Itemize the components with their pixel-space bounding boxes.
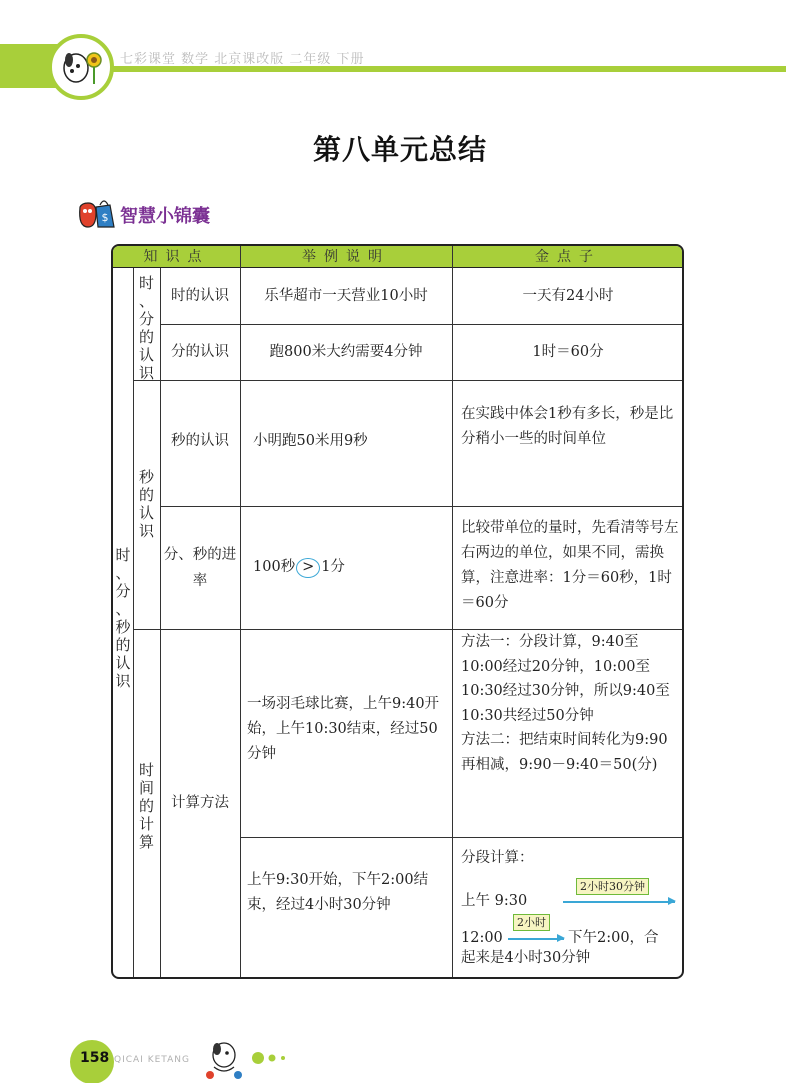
group-hm-label: 时 、 分 的 认 识 — [138, 274, 154, 382]
second-example: 小明跑50米用9秒 — [253, 433, 368, 449]
calc-tip-2-mid: 12:00 — [461, 930, 503, 946]
calc-example-1: 一场羽毛球比赛，上午9:40开始，上午10:30结束，经过50分钟 — [247, 696, 440, 762]
footer-brand: QICAI KETANG — [114, 1055, 190, 1065]
timeline-arrow-2 — [508, 938, 564, 940]
duration-tag-1: 2小时30分钟 — [576, 878, 649, 895]
hour-point: 时的认识 — [171, 288, 229, 304]
section-title: 智慧小锦囊 — [120, 206, 210, 227]
group-calc-label: 时 间 的 计 算 — [138, 761, 154, 851]
minute-point: 分的认识 — [171, 344, 229, 360]
hour-tip: 一天有24小时 — [522, 288, 614, 304]
mascot-icon — [52, 38, 110, 96]
hour-example: 乐华超市一天营业10小时 — [264, 288, 428, 304]
footer-mascot-icon — [200, 1035, 250, 1081]
grid-line — [133, 380, 684, 381]
calc-tip-2-tail: 起来是4小时30分钟 — [461, 950, 591, 966]
bag-icon — [74, 193, 118, 229]
duration-tag-2: 2小时 — [513, 914, 550, 931]
compare-sign-circled: > — [296, 558, 320, 578]
header-knowledge: 知识点 — [143, 249, 210, 265]
header-mascot-badge — [48, 34, 114, 100]
calc-tip-1: 方法一：分段计算，9:40至10:00经过20分钟，10:00至10:30经过30分钟，所以9:40至10:30共经过50分钟 方法二：把结束时间转化为9:90再相减，9:90－9:40＝50(分) — [461, 634, 670, 773]
minute-example: 跑800米大约需要4分钟 — [269, 344, 423, 360]
rate-tip: 比较带单位的量时，先看清等号左右两边的单位，如果不同，需换算，注意进率：1分＝60秒，1时＝60分 — [461, 520, 679, 611]
calc-tip-2-start: 上午 9:30 — [461, 893, 528, 909]
calc-tip-2-title: 分段计算： — [461, 850, 534, 866]
summary-table — [111, 244, 684, 979]
minute-tip: 1时＝60分 — [532, 344, 604, 360]
rate-point: 分、秒的进率 — [163, 547, 237, 589]
grid-line — [160, 268, 161, 979]
table-header-row — [113, 246, 682, 268]
second-tip: 在实践中体会1秒有多长，秒是比分稍小一些的时间单位 — [461, 406, 674, 447]
header-series-text: 七彩课堂 数学 北京课改版 二年级 下册 — [120, 52, 365, 67]
group-sec-label: 秒 的 认 识 — [138, 468, 154, 540]
header-tips: 金点子 — [535, 249, 601, 265]
page-number: 158 — [80, 1050, 110, 1066]
calc-point: 计算方法 — [171, 795, 229, 811]
decor-dots-icon — [252, 1051, 292, 1065]
calc-tip-2-end: 下午2:00，合 — [568, 930, 659, 946]
second-point: 秒的认识 — [171, 433, 229, 449]
rate-left: 100秒 — [253, 559, 296, 575]
rate-example — [253, 555, 448, 580]
calc-example-2: 上午9:30开始，下午2:00结束，经过4小时30分钟 — [247, 872, 429, 913]
page-title: 第八单元总结 — [312, 133, 487, 166]
svg-text:$: $ — [101, 211, 109, 224]
main-topic-label: 时 、 分 、 秒 的 认 识 — [115, 546, 131, 690]
grid-line — [240, 837, 684, 838]
grid-line — [160, 506, 684, 507]
header-example: 举例说明 — [302, 249, 390, 265]
grid-line — [160, 324, 684, 325]
rate-right: 1分 — [321, 559, 345, 575]
timeline-arrow-1 — [563, 901, 675, 903]
